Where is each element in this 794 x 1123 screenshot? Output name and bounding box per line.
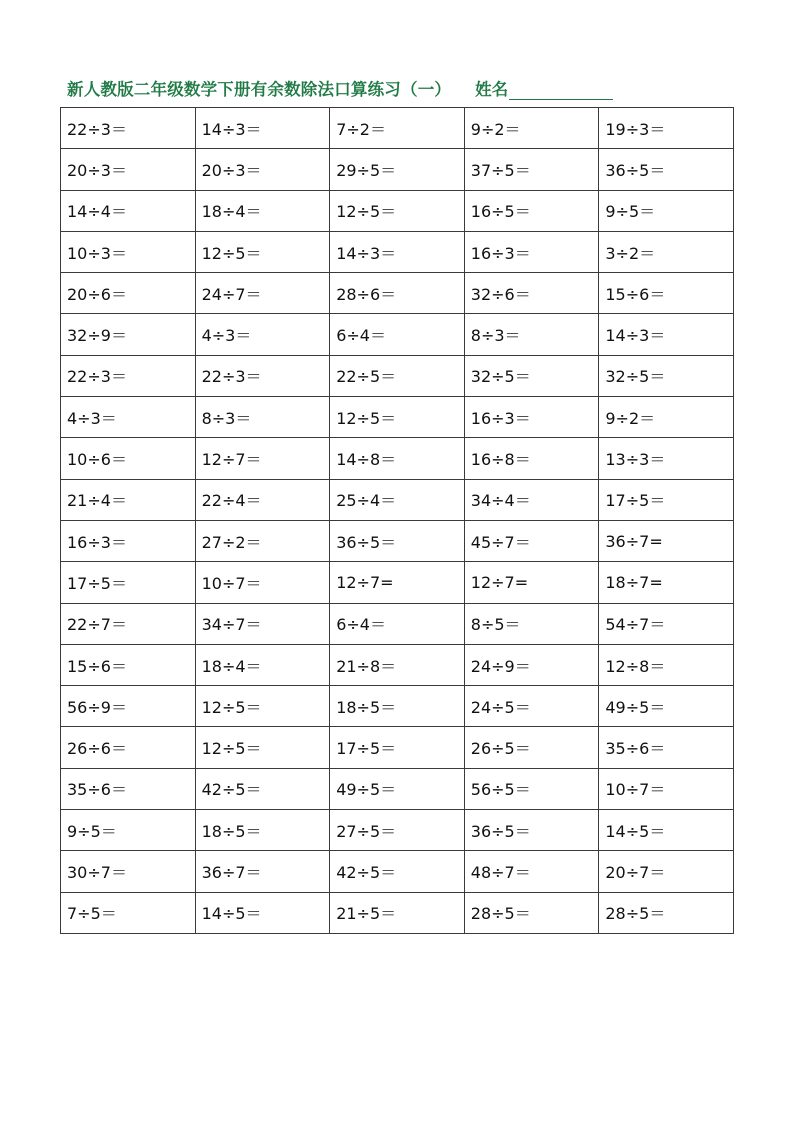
problem-row [61, 603, 734, 644]
problem-cell: 10÷7＝ [599, 768, 734, 809]
problem-cell: 16÷3＝ [464, 397, 599, 438]
problem-cell: 36÷7＝ [195, 851, 330, 892]
worksheet-header [67, 74, 613, 100]
problem-cell: 35÷6＝ [599, 727, 734, 768]
problem-cell: 12÷5＝ [195, 727, 330, 768]
problem-cell: 27÷2＝ [195, 520, 330, 561]
problem-cell: 12÷7= [464, 562, 599, 603]
problem-cell: 36÷5＝ [330, 520, 465, 561]
problem-row [61, 397, 734, 438]
problem-cell: 6÷4＝ [330, 314, 465, 355]
problem-cell: 20÷7＝ [599, 851, 734, 892]
problem-cell: 32÷5＝ [464, 355, 599, 396]
problem-cell: 12÷5＝ [195, 231, 330, 272]
problem-cell: 8÷5＝ [464, 603, 599, 644]
problem-cell: 56÷9＝ [61, 686, 196, 727]
problem-cell: 9÷5＝ [599, 190, 734, 231]
problem-cell: 49÷5＝ [599, 686, 734, 727]
name-blank-line[interactable] [509, 80, 613, 100]
problem-row [61, 108, 734, 149]
problem-cell: 22÷3＝ [195, 355, 330, 396]
problem-cell: 36÷5＝ [599, 149, 734, 190]
problem-cell: 17÷5＝ [599, 479, 734, 520]
problem-row [61, 768, 734, 809]
problem-cell: 28÷5＝ [599, 892, 734, 933]
problem-row [61, 149, 734, 190]
problem-cell: 26÷6＝ [61, 727, 196, 768]
problem-row [61, 355, 734, 396]
problem-cell: 16÷3＝ [464, 231, 599, 272]
problem-cell: 22÷5＝ [330, 355, 465, 396]
problem-row [61, 851, 734, 892]
problem-cell: 24÷9＝ [464, 644, 599, 685]
problem-cell: 56÷5＝ [464, 768, 599, 809]
problem-cell: 20÷3＝ [195, 149, 330, 190]
problem-cell: 26÷5＝ [464, 727, 599, 768]
problem-cell: 12÷5＝ [195, 686, 330, 727]
problem-cell: 20÷6＝ [61, 273, 196, 314]
problem-cell: 17÷5＝ [61, 562, 196, 603]
problem-cell: 15÷6＝ [599, 273, 734, 314]
problem-cell: 13÷3＝ [599, 438, 734, 479]
problem-cell: 34÷7＝ [195, 603, 330, 644]
worksheet-title: 新人教版二年级数学下册有余数除法口算练习（一） [67, 80, 452, 99]
problem-cell: 16÷5＝ [464, 190, 599, 231]
problem-cell: 48÷7＝ [464, 851, 599, 892]
problem-cell: 28÷5＝ [464, 892, 599, 933]
problem-cell: 14÷3＝ [195, 108, 330, 149]
problem-cell: 21÷8＝ [330, 644, 465, 685]
problem-cell: 42÷5＝ [330, 851, 465, 892]
problem-cell: 8÷3＝ [464, 314, 599, 355]
problem-row [61, 810, 734, 851]
problem-row [61, 520, 734, 561]
problem-row [61, 273, 734, 314]
problem-cell: 21÷4＝ [61, 479, 196, 520]
problem-cell: 36÷5＝ [464, 810, 599, 851]
problem-cell: 12÷8＝ [599, 644, 734, 685]
problem-cell: 16÷3＝ [61, 520, 196, 561]
problem-cell: 14÷3＝ [330, 231, 465, 272]
problem-cell: 4÷3＝ [195, 314, 330, 355]
problem-cell: 14÷3＝ [599, 314, 734, 355]
problem-cell: 15÷6＝ [61, 644, 196, 685]
problem-cell: 18÷7= [599, 562, 734, 603]
problem-cell: 29÷5＝ [330, 149, 465, 190]
problem-cell: 34÷4＝ [464, 479, 599, 520]
problem-cell: 14÷4＝ [61, 190, 196, 231]
problem-cell: 6÷4＝ [330, 603, 465, 644]
problem-cell: 12÷7＝ [195, 438, 330, 479]
problem-cell: 10÷7＝ [195, 562, 330, 603]
problem-row [61, 231, 734, 272]
problem-cell: 9÷2＝ [464, 108, 599, 149]
problem-row [61, 562, 734, 603]
problem-cell: 32÷5＝ [599, 355, 734, 396]
problem-cell: 37÷5＝ [464, 149, 599, 190]
problem-cell: 22÷3＝ [61, 108, 196, 149]
problem-cell: 36÷7= [599, 520, 734, 561]
problem-cell: 27÷5＝ [330, 810, 465, 851]
problem-cell: 18÷5＝ [195, 810, 330, 851]
problem-cell: 3÷2＝ [599, 231, 734, 272]
problem-cell: 12÷5＝ [330, 190, 465, 231]
problem-cell: 16÷8＝ [464, 438, 599, 479]
problem-cell: 17÷5＝ [330, 727, 465, 768]
problem-cell: 35÷6＝ [61, 768, 196, 809]
problem-cell: 42÷5＝ [195, 768, 330, 809]
problem-cell: 10÷3＝ [61, 231, 196, 272]
problem-cell: 14÷5＝ [599, 810, 734, 851]
problem-row [61, 190, 734, 231]
problem-row [61, 438, 734, 479]
problem-cell: 22÷3＝ [61, 355, 196, 396]
problem-cell: 8÷3＝ [195, 397, 330, 438]
problem-cell: 54÷7＝ [599, 603, 734, 644]
problem-cell: 18÷4＝ [195, 644, 330, 685]
problem-cell: 21÷5＝ [330, 892, 465, 933]
problem-cell: 24÷7＝ [195, 273, 330, 314]
problem-cell: 7÷2＝ [330, 108, 465, 149]
problem-cell: 18÷5＝ [330, 686, 465, 727]
problem-cell: 4÷3＝ [61, 397, 196, 438]
problem-cell: 14÷5＝ [195, 892, 330, 933]
problem-cell: 20÷3＝ [61, 149, 196, 190]
problem-grid-body [61, 108, 734, 934]
problem-cell: 49÷5＝ [330, 768, 465, 809]
problem-row [61, 479, 734, 520]
problem-row [61, 686, 734, 727]
problem-cell: 24÷5＝ [464, 686, 599, 727]
problem-cell: 32÷9＝ [61, 314, 196, 355]
problem-cell: 28÷6＝ [330, 273, 465, 314]
problem-cell: 12÷5＝ [330, 397, 465, 438]
problem-cell: 30÷7＝ [61, 851, 196, 892]
problem-cell: 19÷3＝ [599, 108, 734, 149]
problem-cell: 25÷4＝ [330, 479, 465, 520]
problem-row [61, 644, 734, 685]
problem-row [61, 727, 734, 768]
problem-cell: 18÷4＝ [195, 190, 330, 231]
problem-cell: 9÷2＝ [599, 397, 734, 438]
problem-cell: 32÷6＝ [464, 273, 599, 314]
problem-grid [60, 107, 734, 934]
problem-cell: 14÷8＝ [330, 438, 465, 479]
problem-cell: 22÷4＝ [195, 479, 330, 520]
name-label: 姓名 [475, 80, 509, 99]
problem-cell: 7÷5＝ [61, 892, 196, 933]
problem-cell: 12÷7= [330, 562, 465, 603]
problem-cell: 22÷7＝ [61, 603, 196, 644]
problem-row [61, 314, 734, 355]
problem-cell: 10÷6＝ [61, 438, 196, 479]
problem-cell: 45÷7＝ [464, 520, 599, 561]
problem-row [61, 892, 734, 933]
problem-cell: 9÷5＝ [61, 810, 196, 851]
